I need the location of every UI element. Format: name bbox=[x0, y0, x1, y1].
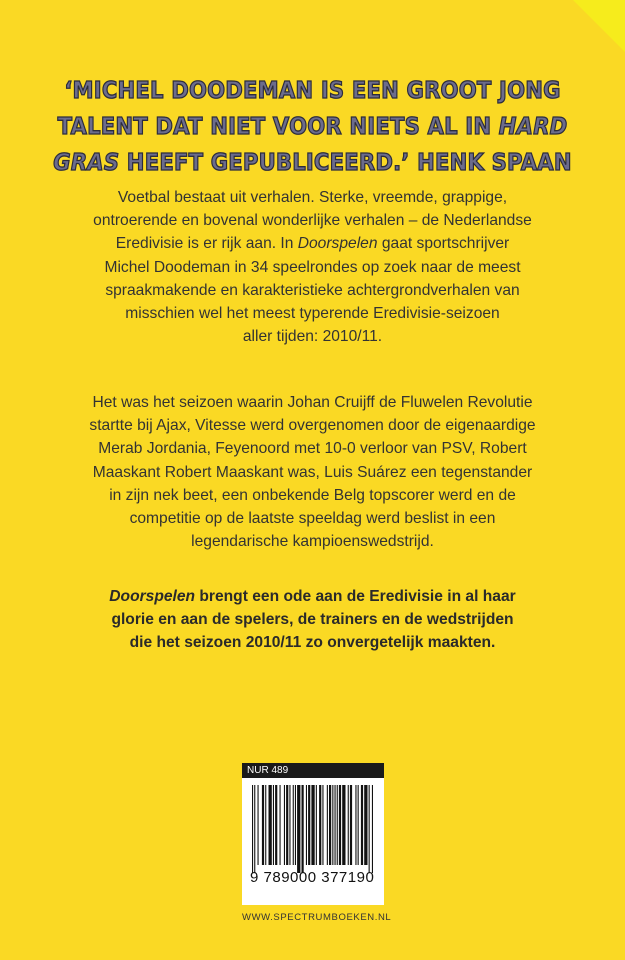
text-segment: Doorspelen bbox=[297, 235, 378, 253]
text-line bbox=[0, 325, 625, 348]
barcode-bar bbox=[369, 785, 370, 873]
text-segment: gaat sportschrijver bbox=[377, 235, 510, 253]
barcode-bar bbox=[335, 785, 336, 865]
corner-accent bbox=[573, 0, 625, 52]
text-segment: glorie en aan de spelers, de trainers en de wedstrijden bbox=[111, 611, 514, 629]
text-line bbox=[0, 302, 625, 325]
text-line bbox=[0, 530, 625, 553]
text-segment: aller tijden: 2010/11. bbox=[242, 328, 383, 346]
barcode-bar bbox=[265, 785, 266, 865]
barcode-bar bbox=[275, 785, 277, 865]
barcode-bar bbox=[269, 785, 272, 865]
barcode-bar bbox=[289, 785, 290, 865]
publisher-website: WWW.SPECTRUMBOEKEN.NL bbox=[242, 912, 392, 923]
text-segment: legendarische kampioenswedstrijd. bbox=[191, 533, 434, 551]
barcode-bar bbox=[350, 785, 352, 865]
barcode-bar bbox=[339, 785, 341, 865]
barcode-icon bbox=[252, 785, 374, 873]
text-line bbox=[0, 279, 625, 302]
text-segment: TALENT DAT NIET VOOR NIETS AL IN bbox=[57, 112, 499, 140]
text-line bbox=[0, 484, 625, 507]
text-segment: spraakmakende en karakteristieke achtergrondverhalen van bbox=[105, 281, 520, 299]
barcode-bar bbox=[319, 785, 321, 865]
barcode-bar bbox=[273, 785, 274, 865]
barcode-bar bbox=[258, 785, 259, 865]
barcode-bar bbox=[316, 785, 317, 865]
text-segment: die het seizoen 2010/11 zo onvergetelijk maakten. bbox=[129, 634, 496, 652]
barcode-bar bbox=[252, 785, 253, 873]
text-segment: competitie op de laatste speeldag werd beslist in een bbox=[129, 510, 496, 528]
text-segment: Michel Doodeman in 34 speelrondes op zoek naar de meest bbox=[104, 258, 521, 276]
text-line bbox=[31, 72, 594, 108]
barcode-bar bbox=[308, 785, 310, 865]
description-paragraph-1 bbox=[0, 186, 625, 348]
barcode-bar bbox=[361, 785, 363, 865]
text-line bbox=[31, 108, 594, 144]
barcode-bar bbox=[284, 785, 285, 865]
barcode-bar bbox=[337, 785, 338, 865]
text-segment: HEEFT GEPUBLICEERD.’ HENK SPAAN bbox=[119, 148, 572, 176]
text-line bbox=[0, 631, 625, 654]
text-segment: Eredivisie is er rijk aan. In bbox=[115, 235, 298, 253]
description-paragraph-2 bbox=[0, 391, 625, 553]
barcode-bar bbox=[306, 785, 307, 865]
isbn-number: 9 789000 377190 bbox=[250, 869, 375, 886]
blurb-quote bbox=[31, 72, 594, 180]
text-line bbox=[0, 391, 625, 414]
text-line bbox=[0, 461, 625, 484]
text-line bbox=[31, 144, 594, 180]
barcode-bar bbox=[348, 785, 349, 865]
barcode-bar bbox=[372, 785, 373, 873]
barcode-bar bbox=[332, 785, 333, 865]
text-segment: Maaskant Robert Maaskant was, Luis Suárez een tegenstander bbox=[92, 463, 533, 481]
text-line bbox=[0, 186, 625, 209]
text-line bbox=[0, 414, 625, 437]
barcode-bar bbox=[302, 785, 304, 873]
barcode-bar bbox=[297, 785, 300, 873]
barcode-bar bbox=[329, 785, 331, 865]
description-paragraph-3 bbox=[0, 585, 625, 655]
nur-label: NUR 489 bbox=[242, 763, 384, 778]
text-line bbox=[0, 507, 625, 530]
text-line bbox=[0, 209, 625, 232]
text-segment: startte bij Ajax, Vitesse werd overgenomen door de eigenaardige bbox=[89, 417, 536, 435]
text-line bbox=[0, 437, 625, 460]
barcode-bar bbox=[355, 785, 356, 865]
barcode-bar bbox=[262, 785, 264, 865]
barcode-bar bbox=[311, 785, 314, 865]
text-segment: HARD bbox=[498, 112, 568, 140]
text-segment: ‘MICHEL DOODEMAN IS EEN GROOT JONG bbox=[64, 76, 561, 104]
text-segment: in zijn nek beet, een onbekende Belg topscorer werd en de bbox=[109, 486, 516, 504]
barcode-bar bbox=[280, 785, 281, 865]
text-segment: Voetbal bestaat uit verhalen. Sterke, vreemde, grappige, bbox=[117, 189, 508, 206]
barcode-bar bbox=[358, 785, 359, 865]
text-segment: Doorspelen bbox=[109, 588, 196, 605]
text-segment: brengt een ode aan de Eredivisie in al haar bbox=[195, 588, 516, 605]
text-line bbox=[0, 256, 625, 279]
text-line bbox=[0, 585, 625, 608]
barcode-bar bbox=[364, 785, 367, 865]
barcode-bar bbox=[322, 785, 323, 865]
barcode-bar bbox=[295, 785, 296, 865]
text-segment: misschien wel het meest typerende Eredivisie-seizoen bbox=[125, 305, 500, 323]
barcode-bar bbox=[327, 785, 328, 865]
barcode-box bbox=[242, 763, 384, 905]
text-line bbox=[0, 232, 625, 255]
text-segment: ontroerende en bovenal wonderlijke verhalen – de Nederlandse bbox=[93, 212, 532, 230]
barcode-bar bbox=[293, 785, 294, 865]
barcode-bar bbox=[254, 785, 255, 873]
barcode-bar bbox=[286, 785, 288, 865]
barcode-bar bbox=[342, 785, 345, 865]
text-segment: GRAS bbox=[53, 148, 120, 176]
text-segment: Het was het seizoen waarin Johan Cruijff de Fluwelen Revolutie bbox=[92, 394, 533, 411]
text-segment: Merab Jordania, Feyenoord met 10-0 verloor van PSV, Robert bbox=[98, 440, 527, 458]
text-line bbox=[0, 608, 625, 631]
